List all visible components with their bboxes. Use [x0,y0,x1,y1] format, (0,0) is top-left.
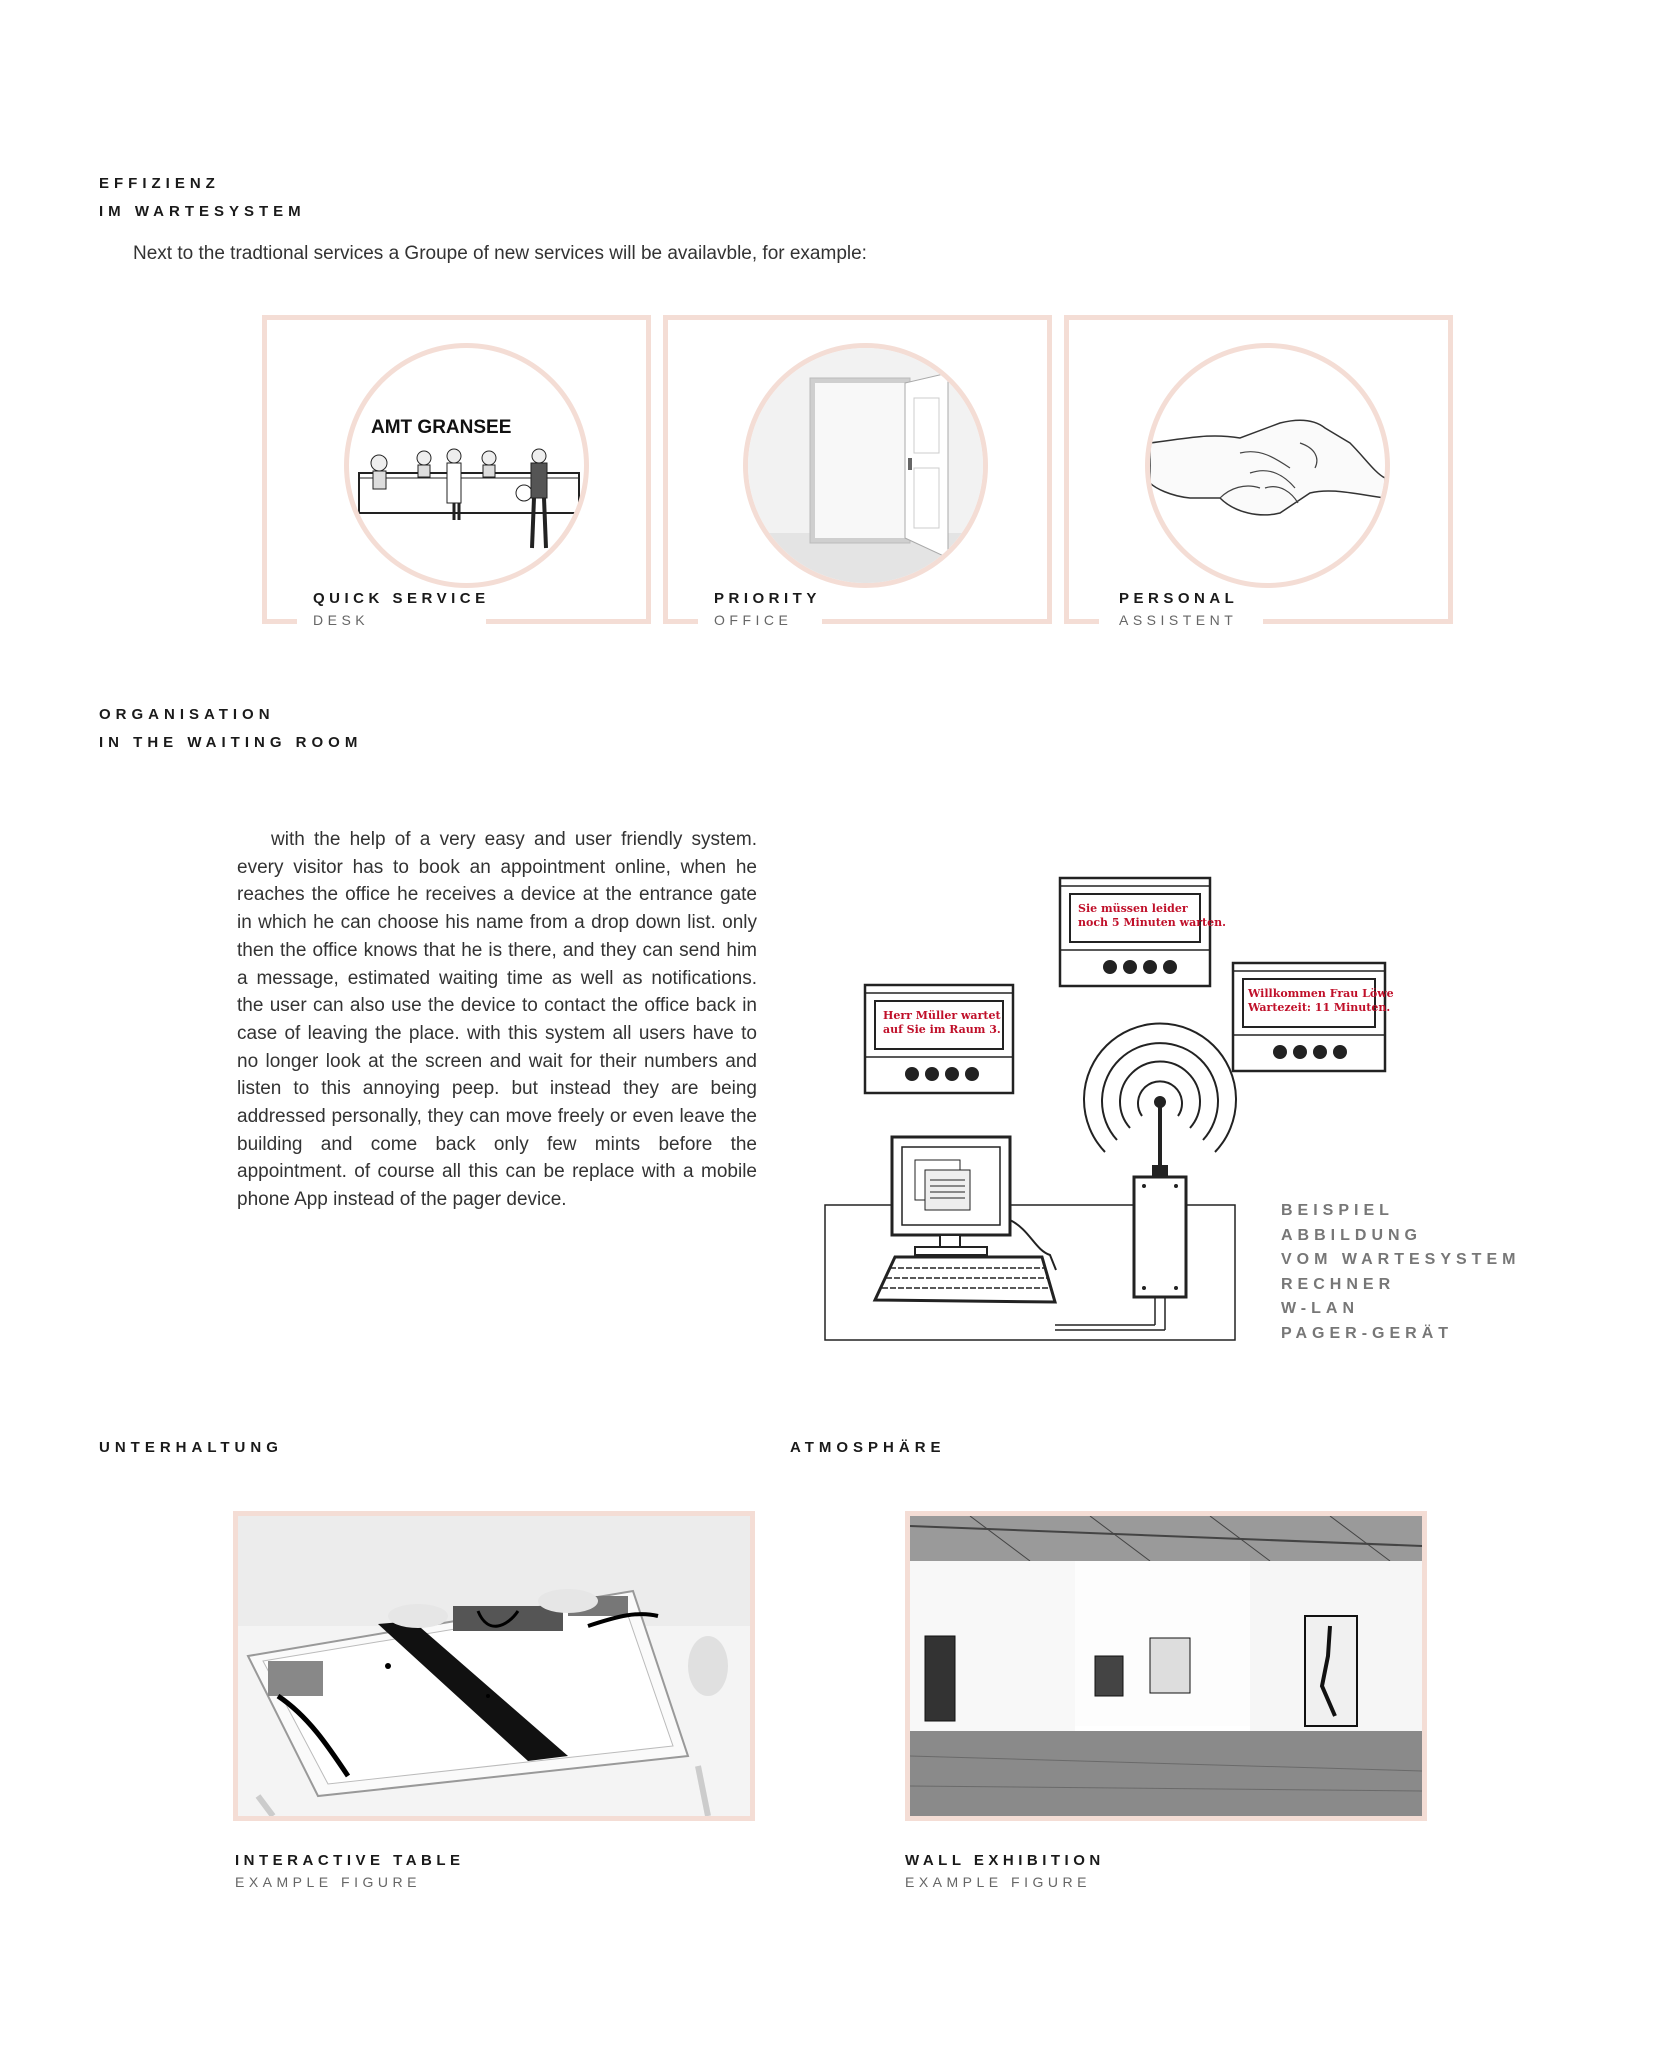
pager-device-right [1233,963,1394,1071]
section-heading-organisation [99,701,362,757]
pager-device-top [1060,878,1226,986]
service-card-personal [1064,315,1453,628]
open-door-icon [743,343,988,588]
legend-line: BEISPIEL [1281,1202,1394,1219]
frame-edge [822,619,1047,624]
section-heading-effizienz [99,170,306,226]
service-title: PERSONAL [1119,590,1239,607]
legend-line: PAGER-GERÄT [1281,1324,1454,1342]
heading-line: EFFIZIENZ [99,175,220,192]
image-subtitle-left: EXAMPLE FIGURE [235,1874,421,1890]
pager-message-line: Sie müssen leider [1078,902,1188,915]
image-subtitle-right: EXAMPLE FIGURE [905,1874,1091,1890]
pager-device-left [865,985,1013,1093]
legend-line: RECHNER [1281,1275,1396,1293]
service-subtitle: DESK [313,612,370,628]
section-heading-atmosphaere: ATMOSPHÄRE [790,1439,946,1456]
desk-sign: AMT GRANSEE [371,417,512,438]
pager-message-line: noch 5 Minuten warten. [1078,916,1226,929]
legend-line: ABBILDUNG [1281,1226,1422,1244]
wall-exhibition-image [905,1511,1427,1821]
pager-message-line: auf Sie im Raum 3. [883,1023,1001,1036]
image-title-right: WALL EXHIBITION [905,1852,1105,1869]
frame-edge [1263,619,1448,624]
frame-edge [267,619,297,624]
frame-edge [486,619,646,624]
frame-edge [668,619,698,624]
section-heading-unterhaltung: UNTERHALTUNG [99,1439,283,1456]
reception-desk-icon [344,343,589,588]
organisation-body-text: with the help of a very easy and user friendly system. every visitor has to book an appointment online, when he reaches the office he receives a device at the entrance gate in which he can choose his name from a drop down list. only then the office knows that he is there, and they can send him a message, estimated waiting time as well as notifications. the user can also use the device to contact the office back in case of leaving the place. with this system all users have to no longer look at the screen and wait for their numbers and listen to this annoying peep. but instead they are being addressed personally, they can move freely or even leave the building and come back only few mints before the appointment. of course all this can be replace with a mobile phone App instead of the pager device. [237,829,757,1211]
diagram-legend [1281,1199,1520,1347]
service-title: PRIORITY [714,590,821,607]
pager-message-line: Herr Müller wartet [883,1009,1001,1022]
intro-text: Next to the tradtional services a Groupe of new services will be availavble, for example: [133,243,867,264]
pager-message-line: Wartezeit: 11 Minuten. [1248,1001,1391,1014]
legend-line: VOM WARTESYSTEM [1281,1251,1521,1269]
service-subtitle: ASSISTENT [1119,612,1238,628]
service-subtitle: OFFICE [714,612,793,628]
heading-line: IN THE WAITING ROOM [99,734,363,751]
heading-line: ORGANISATION [99,706,275,723]
interactive-table-image [233,1511,755,1821]
handshake-icon [1145,343,1390,588]
legend-line: W-LAN [1281,1300,1359,1318]
service-card-quick [262,315,651,628]
frame-edge [1069,619,1099,624]
service-title: QUICK SERVICE [313,590,490,607]
service-card-priority [663,315,1052,628]
image-title-left: INTERACTIVE TABLE [235,1852,465,1869]
pager-message-line: Willkommen Frau Löwe [1248,987,1394,1000]
heading-line: IM WARTESYSTEM [99,203,306,220]
